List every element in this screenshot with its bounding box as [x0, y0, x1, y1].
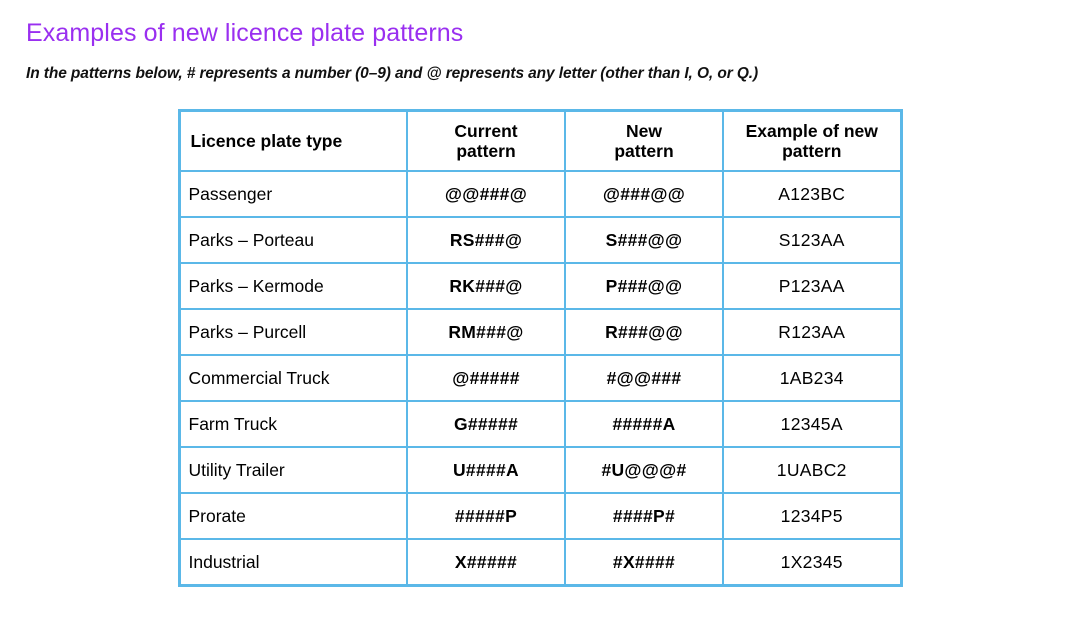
column-header-line: pattern — [456, 141, 516, 162]
licence-plate-patterns-table — [178, 109, 903, 587]
cell-new-pattern: P###@@ — [565, 263, 723, 309]
table-header-row — [179, 111, 901, 172]
cell-new-pattern: S###@@ — [565, 217, 723, 263]
cell-plate-type: Parks – Kermode — [179, 263, 407, 309]
cell-plate-type: Farm Truck — [179, 401, 407, 447]
cell-plate-type: Industrial — [179, 539, 407, 586]
cell-plate-type: Passenger — [179, 171, 407, 217]
cell-current-pattern: @##### — [407, 355, 565, 401]
cell-example: 1UABC2 — [723, 447, 901, 493]
column-header-current-pattern — [407, 111, 565, 172]
column-header-new-pattern — [565, 111, 723, 172]
cell-new-pattern: ####P# — [565, 493, 723, 539]
cell-new-pattern: R###@@ — [565, 309, 723, 355]
column-header-line: pattern — [782, 141, 842, 162]
cell-current-pattern: RM###@ — [407, 309, 565, 355]
cell-plate-type: Commercial Truck — [179, 355, 407, 401]
cell-example: 12345A — [723, 401, 901, 447]
table-row — [179, 171, 901, 217]
cell-example: 1X2345 — [723, 539, 901, 586]
cell-new-pattern: @###@@ — [565, 171, 723, 217]
cell-example: R123AA — [723, 309, 901, 355]
cell-current-pattern: @@###@ — [407, 171, 565, 217]
cell-current-pattern: #####P — [407, 493, 565, 539]
cell-example: 1234P5 — [723, 493, 901, 539]
cell-current-pattern: U####A — [407, 447, 565, 493]
column-header-line: Example of new — [745, 121, 878, 142]
cell-plate-type: Prorate — [179, 493, 407, 539]
cell-plate-type: Utility Trailer — [179, 447, 407, 493]
cell-current-pattern: G##### — [407, 401, 565, 447]
cell-current-pattern: RK###@ — [407, 263, 565, 309]
cell-example: S123AA — [723, 217, 901, 263]
table-body — [179, 171, 901, 586]
table-row — [179, 539, 901, 586]
cell-new-pattern: #####A — [565, 401, 723, 447]
column-header-line: pattern — [614, 141, 674, 162]
column-header-example-of-new-pattern — [723, 111, 901, 172]
table-row — [179, 355, 901, 401]
page-subtitle: In the patterns below, # represents a number (0–9) and @ represents any letter (other than I, O, or Q.) — [26, 65, 759, 83]
table-row — [179, 493, 901, 539]
column-header-line: Licence plate type — [190, 131, 343, 152]
column-header-line: New — [626, 121, 662, 142]
table-row — [179, 217, 901, 263]
table-row — [179, 447, 901, 493]
cell-example: P123AA — [723, 263, 901, 309]
cell-new-pattern: #U@@@# — [565, 447, 723, 493]
cell-new-pattern: #@@### — [565, 355, 723, 401]
cell-current-pattern: RS###@ — [407, 217, 565, 263]
table-header — [179, 111, 901, 172]
column-header-licence-plate-type — [179, 111, 407, 172]
cell-example: 1AB234 — [723, 355, 901, 401]
page-title: Examples of new licence plate patterns — [26, 19, 464, 47]
cell-new-pattern: #X#### — [565, 539, 723, 586]
cell-plate-type: Parks – Porteau — [179, 217, 407, 263]
table-row — [179, 263, 901, 309]
cell-plate-type: Parks – Purcell — [179, 309, 407, 355]
table-row — [179, 401, 901, 447]
table-row — [179, 309, 901, 355]
cell-current-pattern: X##### — [407, 539, 565, 586]
cell-example: A123BC — [723, 171, 901, 217]
column-header-line: Current — [454, 121, 518, 142]
table-container — [24, 109, 1056, 587]
